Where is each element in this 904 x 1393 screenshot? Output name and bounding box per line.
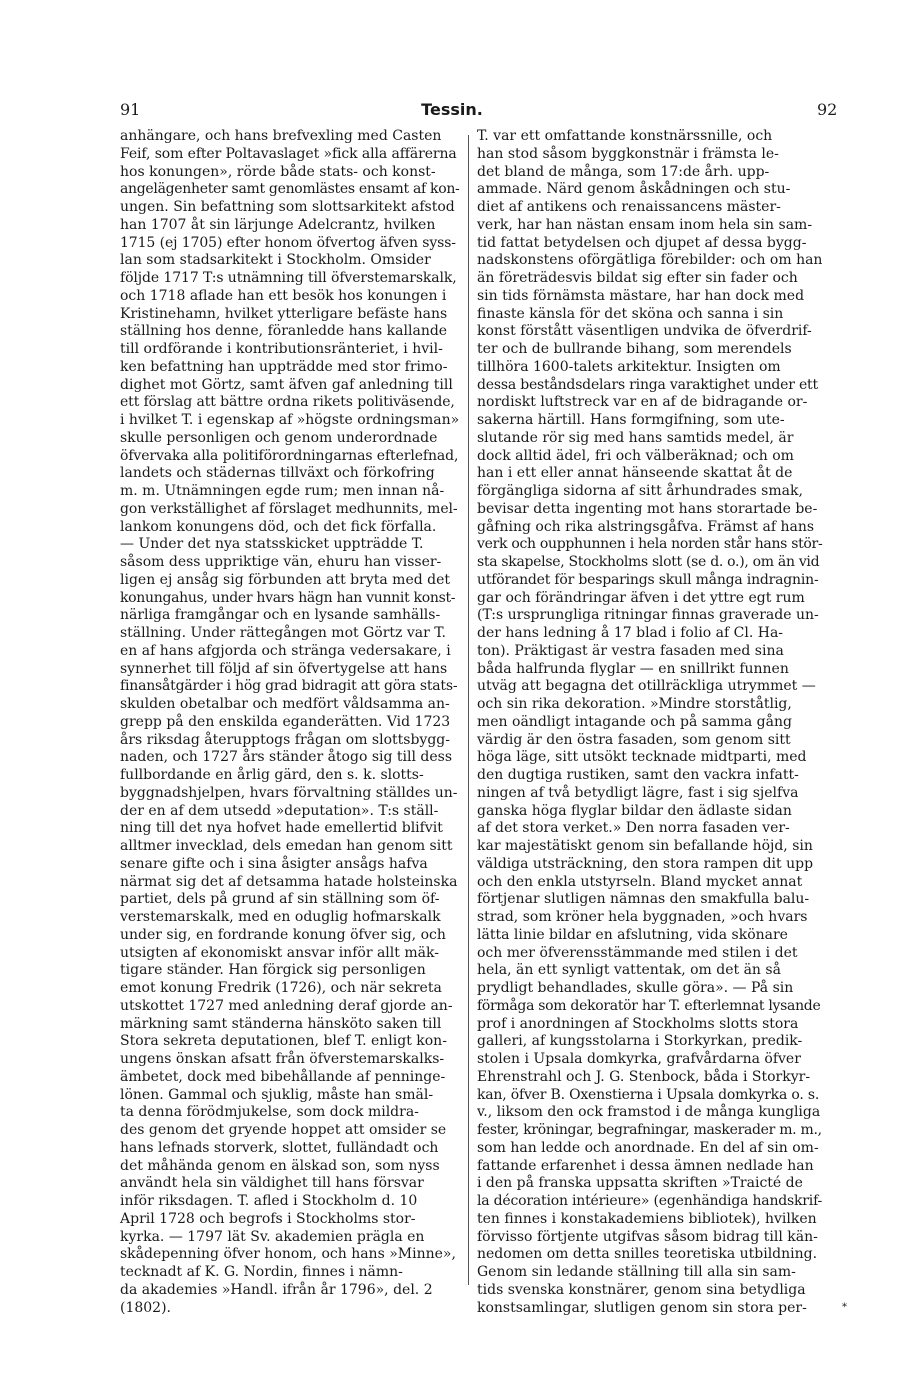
text-line: ter och de bullrande bihang, som merendels [477,341,792,357]
text-line: såsom dess uppriktige vän, ehuru han visser- [120,554,442,570]
text-line: förtjenar slutligen nämnas den smakfulla balu- [477,891,810,908]
text-line: hela, än ett synligt vattentak, om det än så [477,962,781,979]
text-line: ton). Präktigast är vestra fasaden med sina [477,642,784,659]
text-line: gar och förändringar äfven i det yttre egt rum [477,589,805,606]
text-line: verk, har han nästan ensam inom hela sin sam- [477,216,813,233]
text-line: nordiskt luftstreck var en af de bidragande or- [477,394,808,411]
text-line: det bland de många, som 17:de årh. upp- [477,163,770,180]
text-line: dock alltid ädel, fri och välberäknad; och om [477,447,794,464]
text-line: ställning hos denne, föranledde hans kallande [120,323,448,340]
text-line: under sig, en fordrande konung öfver sig, och [120,926,446,943]
text-line: ammade. Närd genom åskådningen och stu- [477,181,791,198]
text-line: strad, som kröner hela byggnaden, »och hvars [477,909,808,925]
text-line: naden, och 1727 års ständer åtogo sig till dess [120,749,453,766]
text-line: 1715 (ej 1705) efter honom öfvertog äfven syss- [120,234,456,251]
text-line: ning till det nya hofvet hade emellertid blifvit [120,820,443,837]
text-line: hos konungen», rörde både stats- och konst- [120,163,436,180]
text-line: förvisso förtjente utgifvas såsom bidrag till kän- [477,1228,818,1245]
text-line: dessa beståndsdelars ringa varaktighet under ett [477,376,818,393]
text-line: tecknadt af K. G. Nordin, finnes i nämn- [120,1264,403,1280]
text-line: konstsamlingar, slutligen genom sin stora per- [477,1299,807,1316]
text-line: följde 1717 T:s utnämning till öfverstemarskalk, [120,270,457,286]
text-line: väldiga utsträckning, den stora rampen dit upp [477,855,814,872]
running-title: Tessin. [421,100,483,119]
text-line: v., liksom den ock framstod i de många kungliga [477,1104,821,1121]
text-line: i den på franska uppsatta skriften »Traicté de [477,1175,803,1192]
text-line: kyrka. — 1797 lät Sv. akademien prägla en [120,1228,425,1245]
text-line: skulle personligen och genom underordnade [120,429,438,446]
text-line: den dugtiga rustiken, samt den vackra infatt- [477,767,799,783]
text-line: lätta linie bildar en afslutning, vida skönare [477,926,788,943]
text-line: märkning samt ständerna hänsköto saken till [120,1015,442,1032]
text-line: närmat sig det af detsamma hatade holsteinska [120,873,458,890]
text-line: nedomen om detta snilles teoretiska utbildning. [477,1246,818,1263]
text-line: synnerhet till följd af sin öfvertygelse att hans [120,660,448,677]
text-line: han stod såsom byggkonstnär i främsta le- [477,145,779,162]
text-line: förmåga som dekoratör har T. efterlemnat lysande [477,997,821,1014]
text-line: och mer öfverensstämmande med stilen i det [477,944,798,961]
text-line: till ordförande i kontributionsränteriet, i hvil- [120,341,443,357]
text-line: det måhända genom en älskad son, som nyss [120,1157,440,1174]
text-line: en af hans afgjorda och stränga vedersakare, i [120,642,451,659]
text-line: gon verkställighet af förslaget medhunnits, mel- [120,500,458,517]
text-line: der en af dem utsedd »deputation». T:s ställ- [120,802,439,819]
text-line: ungens önskan afsatt från öfverstemarskalks- [120,1051,445,1067]
text-line: och 1718 aflade han ett besök hos konungen i [120,287,447,304]
text-line: fattande erfarenhet i dessa ämnen nedlade han [477,1157,814,1174]
text-line: Genom sin ledande ställning till alla sin sam- [477,1264,796,1280]
text-line: alltmer invecklad, dels emedan han genom sitt [120,838,453,854]
text-line: sakerna härtill. Hans formgifning, som ute- [477,412,785,428]
text-line: grepp på den enskilda eganderätten. Vid 1723 [120,713,451,730]
text-line: inför riksdagen. T. afled i Stockholm d. 10 [120,1193,418,1209]
text-line: m. m. Utnämningen egde rum; men innan nå- [120,483,445,499]
text-line: kar majestätiskt genom sin befallande höjd, sin [477,838,813,854]
text-line: tillhöra 1600-talets arkitektur. Insigten om [477,358,781,375]
text-line: senare gifte och i sina åsigter ansågs hafva [120,855,428,872]
text-line: Ehrenstrahl och J. G. Stenbock, båda i Storkyr- [477,1068,811,1085]
text-line: ett förslag att bättre ordna rikets politiväsende, [120,394,455,411]
text-line: la décoration intérieure» (egenhändiga handskrif- [477,1193,823,1209]
text-line: ligen ej ansåg sig förbunden att bryta med det [120,571,451,588]
text-line: (T:s ursprungliga ritningar finnas graverade un- [477,607,819,624]
text-line: men oändligt intagande och på samma gång [477,713,792,730]
text-line: verk och oupphunnen i hela norden står hans stör- [477,536,823,553]
text-line: T. var ett omfattande konstnärssnille, och [477,128,773,144]
text-line: dighet mot Görtz, samt äfven gaf anledning till [120,376,453,393]
text-line: tids svenska konstnärer, genom sina betydliga [477,1281,806,1298]
text-line: års riksdag återupptogs frågan om slottsbygg- [120,731,450,748]
text-line: ningen af två betydligt lägre, fast i sig sjelfva [477,784,799,801]
left-column [120,128,460,1316]
text-line: ungen. Sin befattning som slottsarkitekt afstod [120,199,455,215]
text-line: lönen. Gammal och sjuklig, måste han smäl- [120,1086,434,1103]
text-line: båda halfrunda flyglar — en snillrikt funnen [477,660,789,677]
text-line: prof i anordningen af Stockholms slotts stora [477,1015,799,1032]
text-line: tid fattat betydelsen och djupet af dessa bygg- [477,234,807,251]
text-line: hans lefnads storverk, slottet, fulländadt och [120,1139,439,1156]
text-line: i hvilket T. i egenskap af »högste ordningsman» [120,412,460,428]
corner-mark: * [842,1302,847,1313]
text-line: ken befattning han uppträdde med stor frimo- [120,358,448,375]
text-line: och sin rika dekoration. »Mindre storståtlig, [477,696,792,712]
text-line: verstemarskalk, med en oduglig hofmarskalk [120,909,441,925]
text-line: Stora sekreta deputationen, blef T. enligt kon- [120,1033,447,1050]
text-line: utskottet 1727 med anledning deraf gjorde an- [120,997,453,1014]
text-line: fullbordande en årlig gärd, den s. k. slotts- [120,767,424,783]
text-line: nadskonstens oförgätliga förebilder: och om han [477,252,823,269]
text-line: byggnadshjelpen, hvars förvaltning ställdes un- [120,784,458,801]
text-line: skulden obetalbar och medfört våldsamma an- [120,696,450,712]
text-line: — Under det nya statsskicket uppträdde T. [120,536,424,553]
text-line: sta skapelse, Stockholms slott (se d. o.), om än vid [477,554,820,570]
text-line: öfvervaka alla politiförordningarnas efterlefnad, [120,447,459,464]
text-line: gåfning och rika alstringsgåfva. Främst af hans [477,518,815,535]
text-line: höga läge, sitt utsökt tecknade midtparti, med [477,749,807,766]
text-line: fester, kröningar, begrafningar, maskerader m. m., [477,1122,822,1138]
page-number-right: 92 [817,100,838,119]
text-line: slutande rör sig med hans samtids medel, är [477,429,794,446]
text-line: diet af antikens och renaissancens mäster- [477,199,781,215]
text-line: galleri, af kungsstolarna i Storkyrkan, predik- [477,1033,803,1050]
text-line: användt hela sin väldighet till hans försvar [120,1175,424,1192]
text-line: ämbetet, dock med bibehållande af penninge- [120,1068,446,1085]
text-line: finansåtgärder i hög grad bidragit att göra stats- [120,678,458,695]
text-line: Feif, som efter Poltavaslaget »fick alla affärerna [120,145,457,162]
text-line: konst förstått väsentligen undvika de öfverdrif- [477,323,812,340]
text-line: konungahus, under hvars hägn han vunnit konst- [120,589,456,606]
text-line: angelägenheter samt genomlästes ensamt af kon- [120,181,460,198]
text-line: ganska höga flyglar bildar den ädlaste sidan [477,802,792,819]
text-line: landets och städernas tillväxt och förkofring [120,465,435,482]
text-line: emot konung Fredrik (1726), och när sekreta [120,980,442,996]
text-line: utväg att begagna det otillräckliga utrymmet — [477,678,816,695]
right-column [477,128,823,1316]
text-line: finaste känsla för det sköna och sanna i sin [477,305,784,322]
text-line: lan som stadsarkitekt i Stockholm. Omsider [120,252,431,269]
text-line: han 1707 åt sin lärjunge Adelcrantz, hvilken [120,216,436,233]
text-line: sin tids förnämsta mästare, har han dock med [477,287,805,304]
text-line: lankom konungens död, och det fick förfalla. [120,518,437,535]
page-header [0,100,904,124]
text-line: ten finnes i konstakademiens bibliotek), hvilken [477,1210,817,1227]
text-line: ställning. Under rättegången mot Görtz var T. [120,625,446,641]
text-line: än företrädesvis bildat sig efter sin fader och [477,270,798,286]
text-line: der hans ledning å 17 blad i folio af Cl. Ha- [477,625,784,641]
text-line: des genom det gryende hoppet att omsider se [120,1122,447,1138]
text-line: kan, öfver B. Oxenstierna i Upsala domkyrka o. s. [477,1086,820,1103]
text-line: närliga framgångar och en lysande samhälls- [120,607,441,624]
text-line: af det stora verket.» Den norra fasaden ver- [477,820,790,837]
text-line: skådepenning öfver honom, och hans »Minne», [120,1246,456,1263]
text-line: som han ledde och anordnade. En del af sin om- [477,1139,819,1156]
text-line: April 1728 och begrofs i Stockholms stor- [120,1210,416,1227]
text-line: och den enkla utstyrseln. Bland mycket annat [477,873,803,890]
text-line: Kristinehamn, hvilket ytterligare befäste hans [120,305,448,322]
column-divider [468,135,469,1285]
text-line: tigare ständer. Han förgick sig personligen [120,962,426,979]
text-line: utförandet för besparings skull många indragnin- [477,571,819,588]
text-line: bevisar detta ingenting mot hans storartade be- [477,500,818,517]
text-line: partiet, dels på grund af sin ställning som öf- [120,891,440,908]
text-line: förgängliga sidorna af sitt århundrades smak, [477,483,803,499]
text-line: stolen i Upsala domkyrka, grafvårdarna öfver [477,1051,801,1067]
text-line: anhängare, och hans brefvexling med Casten [120,128,442,144]
page-number-left: 91 [120,100,141,119]
text-line: utsigten af ekonomiskt ansvar inför allt mäk- [120,944,439,961]
text-line: värdig är den östra fasaden, som genom sitt [477,731,791,748]
text-line: da akademies »Handl. ifrån år 1796», del. 2 [120,1281,433,1298]
text-line: ta denna förödmjukelse, som dock mildra- [120,1104,419,1121]
text-line: han i ett eller annat hänseende skattat åt de [477,465,793,482]
text-line: prydligt behandlades, skulle göra». — På sin [477,980,794,996]
text-line: (1802). [120,1299,172,1316]
